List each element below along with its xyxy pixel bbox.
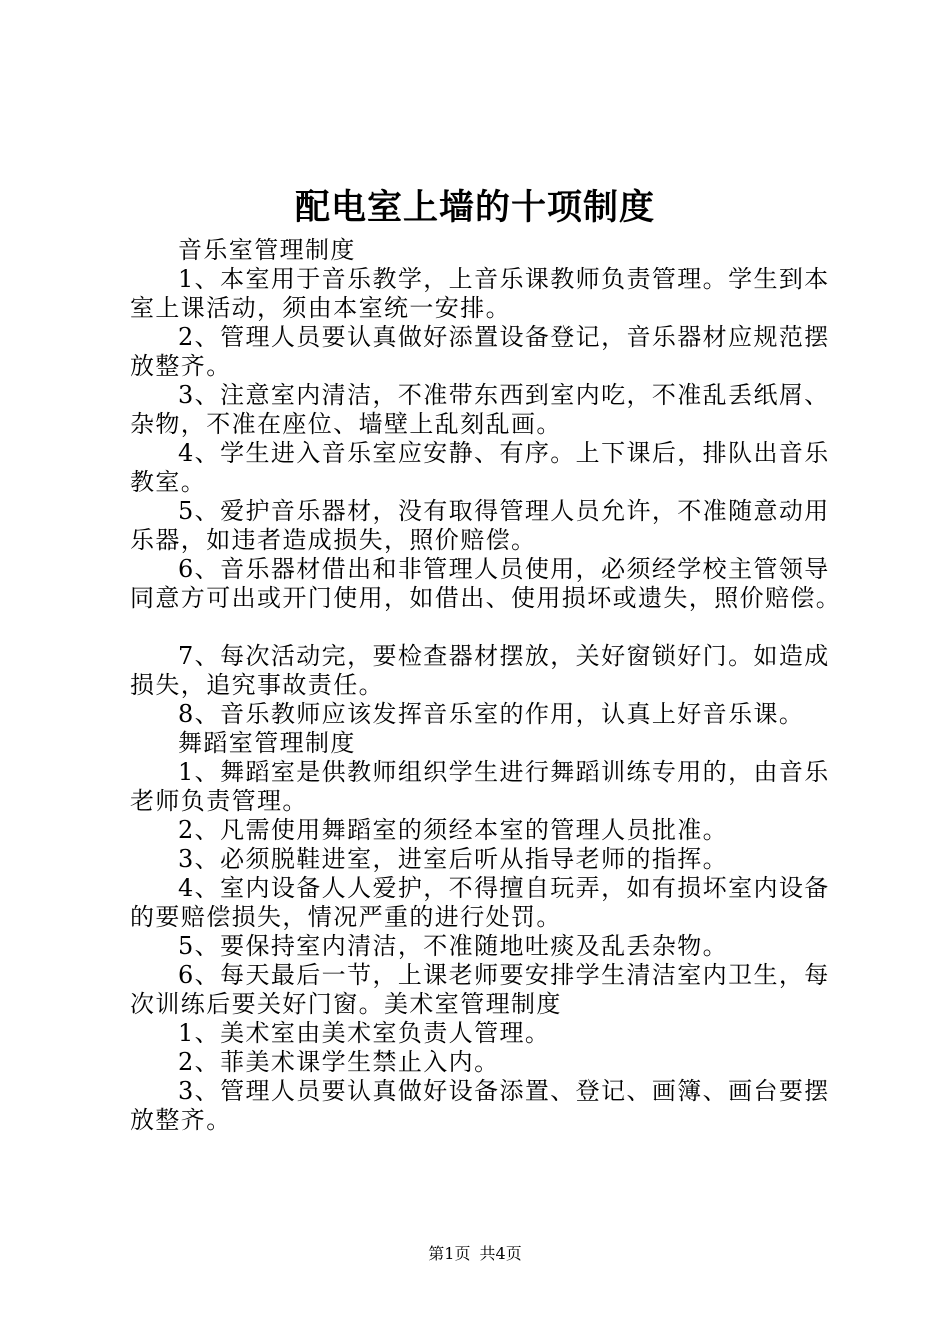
paragraph: 2、菲美术课学生禁止入内。 bbox=[178, 1048, 500, 1076]
page-total: 共4页 bbox=[479, 1244, 522, 1263]
document-body bbox=[130, 236, 842, 1135]
document-title: 配电室上墙的十项制度 bbox=[294, 187, 655, 228]
paragraph: 1、本室用于音乐教学，上音乐课教师负责管理。学生到本室上课活动，须由本室统一安排。 bbox=[130, 265, 830, 322]
paragraph: 4、学生进入音乐室应安静、有序。上下课后，排队出音乐教室。 bbox=[130, 439, 830, 496]
page-footer bbox=[0, 1243, 950, 1265]
paragraph: 7、每次活动完，要检查器材摆放，关好窗锁好门。如造成损失，追究事故责任。 bbox=[130, 642, 830, 699]
paragraph: 6、每天最后一节，上课老师要安排学生清洁室内卫生，每次训练后要关好门窗。美术室管理制度 bbox=[130, 961, 830, 1018]
paragraph: 3、注意室内清洁，不准带东西到室内吃，不准乱丢纸屑、杂物，不准在座位、墙壁上乱刻乱画。 bbox=[130, 381, 830, 438]
blank-line bbox=[130, 613, 842, 642]
paragraph: 1、舞蹈室是供教师组织学生进行舞蹈训练专用的，由音乐老师负责管理。 bbox=[130, 758, 830, 815]
paragraph: 3、管理人员要认真做好设备添置、登记、画簿、画台要摆放整齐。 bbox=[130, 1077, 830, 1134]
paragraph: 4、室内设备人人爱护，不得擅自玩弄，如有损坏室内设备的要赔偿损失，情况严重的进行处罚。 bbox=[130, 874, 830, 931]
paragraph: 2、凡需使用舞蹈室的须经本室的管理人员批准。 bbox=[178, 816, 729, 844]
paragraph: 5、爱护音乐器材，没有取得管理人员允许，不准随意动用乐器，如违者造成损失，照价赔偿。 bbox=[130, 497, 830, 554]
page-number: 第1页 bbox=[428, 1244, 471, 1263]
section-heading-dance-room: 舞蹈室管理制度 bbox=[178, 729, 356, 757]
paragraph: 3、必须脱鞋进室，进室后听从指导老师的指挥。 bbox=[178, 845, 729, 873]
paragraph: 2、管理人员要认真做好添置设备登记，音乐器材应规范摆放整齐。 bbox=[130, 323, 830, 380]
section-heading-music-room: 音乐室管理制度 bbox=[178, 236, 356, 264]
paragraph: 5、要保持室内清洁，不准随地吐痰及乱丢杂物。 bbox=[178, 932, 729, 960]
paragraph: 8、音乐教师应该发挥音乐室的作用，认真上好音乐课。 bbox=[178, 700, 805, 728]
paragraph: 6、音乐器材借出和非管理人员使用，必须经学校主管领导同意方可出或开门使用，如借出、使用损坏或遗失，照价赔偿。 bbox=[130, 555, 842, 612]
paragraph: 1、美术室由美术室负责人管理。 bbox=[178, 1019, 551, 1047]
